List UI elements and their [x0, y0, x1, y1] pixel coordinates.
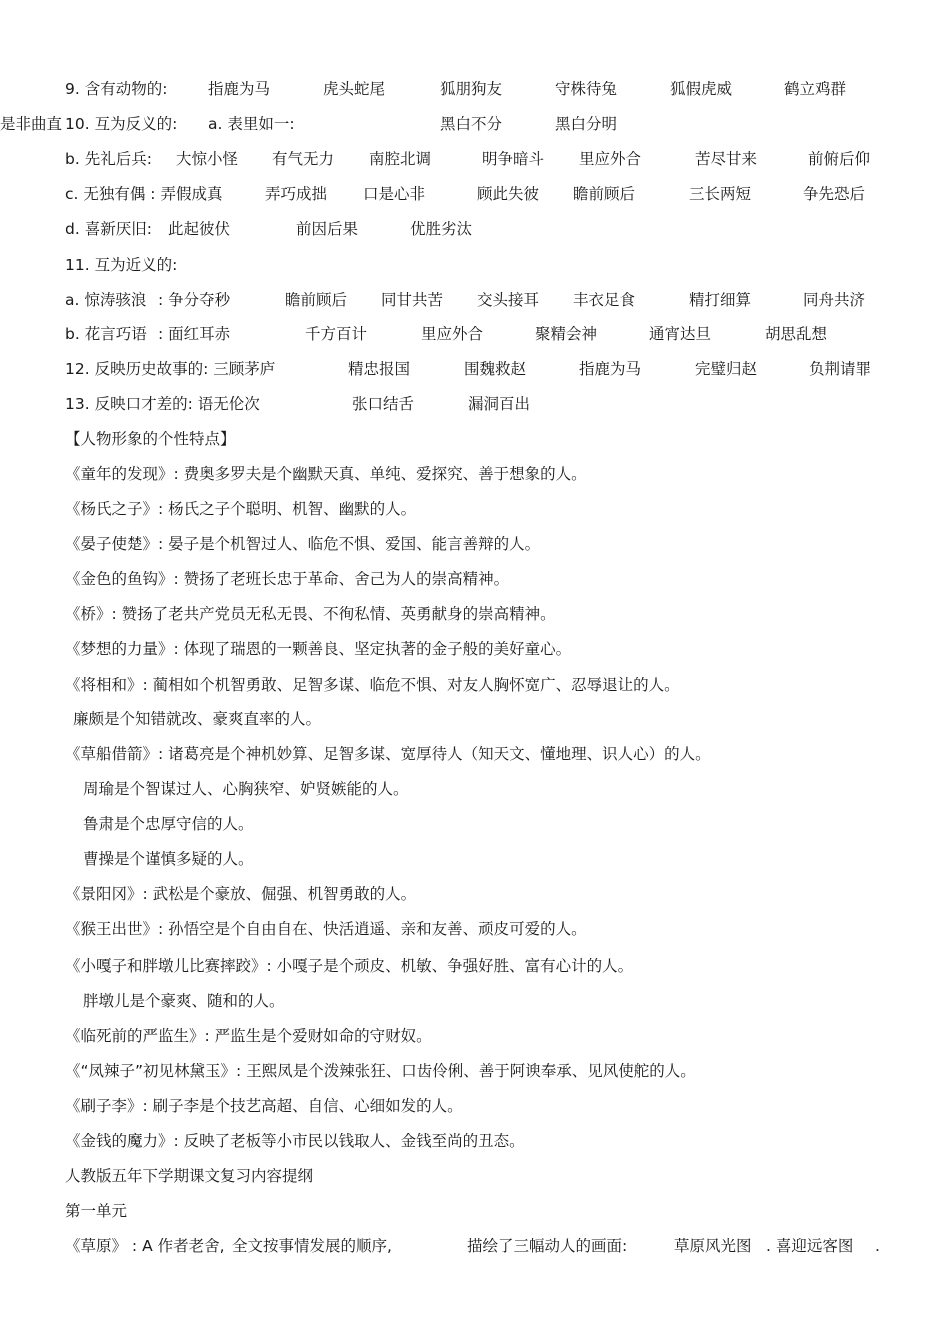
- text-content: 《梦想的力量》: 体现了瑞恩的一颗善良、坚定执著的金子般的美好童心。: [65, 640, 572, 658]
- text-item: a. 表里如一:: [208, 115, 295, 133]
- text-content: 《临死前的严监生》: 严监生是个爱财如命的守财奴。: [65, 1027, 432, 1045]
- text-item: 同甘共苦: [381, 291, 444, 309]
- text-item: 优胜劣汰: [410, 220, 473, 238]
- text-item: a. 惊涛骇浪: [65, 291, 147, 309]
- text-item: b. 先礼后兵:: [65, 150, 152, 168]
- text-item: 有气无力: [272, 150, 335, 168]
- text-item: 千方百计: [305, 325, 368, 343]
- text-item: 狐假虎威: [670, 80, 733, 98]
- text-item: 顾此失彼: [477, 185, 540, 203]
- text-item: b. 花言巧语: [65, 325, 147, 343]
- text-item: 漏洞百出: [468, 395, 531, 413]
- text-content: 人教版五年下学期课文复习内容提纲: [65, 1167, 314, 1185]
- text-item: : 争分夺秒: [158, 291, 231, 309]
- text-item: 黑白不分: [440, 115, 503, 133]
- text-item: 明争暗斗: [482, 150, 545, 168]
- text-item: 弄巧成拙: [265, 185, 328, 203]
- text-content: 《金钱的魔力》: 反映了老板等小市民以钱取人、金钱至尚的丑态。: [65, 1132, 525, 1150]
- text-content: 《晏子使楚》: 晏子是个机智过人、临危不惧、爱国、能言善辩的人。: [65, 535, 541, 553]
- text-item: 指鹿为马: [208, 80, 271, 98]
- text-item: 《草原》 : A 作者老舍,: [65, 1237, 225, 1255]
- text-content: 《小嘎子和胖墩儿比赛摔跤》: 小嘎子是个顽皮、机敏、争强好胜、富有心计的人。: [65, 957, 634, 975]
- text-item: 交头接耳: [477, 291, 540, 309]
- text-content: 《童年的发现》: 费奥多罗夫是个幽默天真、单纯、爱探究、善于想象的人。: [65, 465, 587, 483]
- text-item: 负荆请罪: [809, 360, 872, 378]
- text-content: 【人物形象的个性特点】: [65, 430, 236, 448]
- text-item: 张口结舌: [352, 395, 415, 413]
- text-content: 《“凤辣子”初见林黛玉》: 王熙凤是个泼辣张狂、口齿伶俐、善于阿谀奉承、见风使舵的人。: [65, 1062, 696, 1080]
- text-item: 南腔北调: [369, 150, 432, 168]
- text-item: 口是心非: [363, 185, 426, 203]
- text-content: 胖墩儿是个豪爽、随和的人。: [83, 992, 285, 1010]
- text-item: 鹤立鸡群: [784, 80, 847, 98]
- text-item: 聚精会神: [535, 325, 598, 343]
- text-item: 狐朋狗友: [440, 80, 503, 98]
- text-content: 11. 互为近义的:: [65, 256, 178, 274]
- text-content: 《金色的鱼钩》: 赞扬了老班长忠于革命、舍己为人的崇高精神。: [65, 570, 510, 588]
- text-content: 《猴王出世》: 孙悟空是个自由自在、快活逍遥、亲和友善、顽皮可爱的人。: [65, 920, 587, 938]
- text-item: c. 无独有偶 : 弄假成真: [65, 185, 223, 203]
- text-item: 13. 反映口才差的: 语无伦次: [65, 395, 260, 413]
- text-content: 《桥》: 赞扬了老共产党员无私无畏、不徇私情、英勇献身的崇高精神。: [65, 605, 556, 623]
- text-item: 胡思乱想: [765, 325, 828, 343]
- text-content: 第一单元: [65, 1202, 128, 1220]
- text-item: 此起彼伏: [168, 220, 231, 238]
- text-content: 曹操是个谨慎多疑的人。: [83, 850, 254, 868]
- text-content: 《杨氏之子》: 杨氏之子个聪明、机智、幽默的人。: [65, 500, 417, 518]
- text-item: 通宵达旦: [649, 325, 712, 343]
- text-item: 9. 含有动物的:: [65, 80, 168, 98]
- text-item: 草原风光图: [674, 1237, 752, 1255]
- text-item: 精打细算: [689, 291, 752, 309]
- text-item: .: [875, 1237, 880, 1255]
- text-content: 周瑜是个智谋过人、心胸狭窄、妒贤嫉能的人。: [83, 780, 409, 798]
- text-content: 《刷子李》: 刷子李是个技艺高超、自信、心细如发的人。: [65, 1097, 463, 1115]
- text-item: d. 喜新厌旧:: [65, 220, 152, 238]
- text-item: 里应外合: [421, 325, 484, 343]
- text-content: 鲁肃是个忠厚守信的人。: [83, 815, 254, 833]
- text-item: 里应外合: [579, 150, 642, 168]
- text-item: 10. 互为反义的:: [65, 115, 178, 133]
- text-content: 廉颇是个知错就改、豪爽直率的人。: [73, 710, 322, 728]
- text-content: 《将相和》: 蔺相如个机智勇敢、足智多谋、临危不惧、对友人胸怀宽广、忍辱退让的人。: [65, 676, 680, 694]
- text-item: 苦尽甘来: [695, 150, 758, 168]
- text-item: 黑白分明: [555, 115, 618, 133]
- text-item: 同舟共济: [803, 291, 866, 309]
- text-item: 虎头蛇尾: [323, 80, 386, 98]
- text-item: . 喜迎远客图: [766, 1237, 854, 1255]
- text-content: 《景阳冈》: 武松是个豪放、倔强、机智勇敢的人。: [65, 885, 417, 903]
- text-item: 三长两短: [689, 185, 752, 203]
- text-item: : 面红耳赤: [158, 325, 231, 343]
- text-item: 完璧归赵: [695, 360, 758, 378]
- text-item: 争先恐后: [803, 185, 866, 203]
- text-item: 守株待兔: [555, 80, 618, 98]
- text-item: 前俯后仰: [808, 150, 871, 168]
- text-content: 《草船借箭》: 诸葛亮是个神机妙算、足智多谋、宽厚待人（知天文、懂地理、识人心）的人。: [65, 745, 711, 763]
- text-item: 12. 反映历史故事的: 三顾茅庐: [65, 360, 276, 378]
- text-item: 全文按事情发展的顺序,: [232, 1237, 392, 1255]
- text-item: 瞻前顾后: [573, 185, 636, 203]
- text-item: 指鹿为马: [579, 360, 642, 378]
- text-item: 丰衣足食: [573, 291, 636, 309]
- text-item: 精忠报国: [348, 360, 411, 378]
- text-item: 前因后果: [296, 220, 359, 238]
- text-item: 瞻前顾后: [285, 291, 348, 309]
- text-item: 是非曲直: [0, 115, 63, 133]
- text-item: 大惊小怪: [176, 150, 239, 168]
- text-item: 围魏救赵: [464, 360, 527, 378]
- text-item: 描绘了三幅动人的画面:: [467, 1237, 628, 1255]
